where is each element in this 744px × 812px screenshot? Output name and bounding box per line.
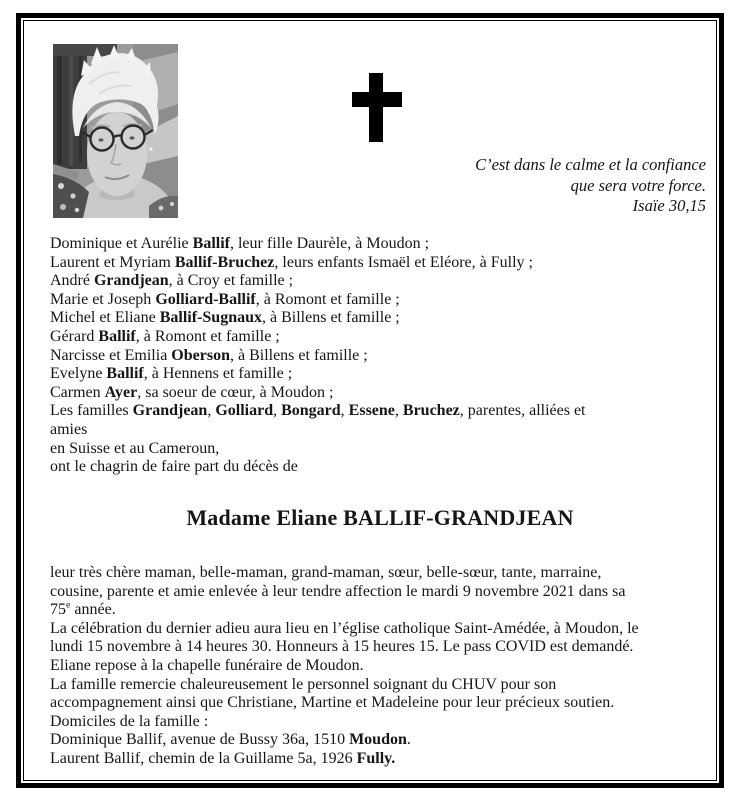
announcement-line: cousine, parente et amie enlevée à leur tendre affection le mardi 9 novembre 2021 dans sa — [50, 582, 626, 600]
cross-icon — [352, 73, 402, 142]
deceased-name: Madame Eliane BALLIF-GRANDJEAN — [186, 505, 574, 530]
family-line: Les familles Grandjean, Golliard, Bongard, Essene, Bruchez, parentes, alliées et — [50, 402, 586, 420]
family-line: Michel et Eliane Ballif-Sugnaux, à Billens et famille ; — [50, 309, 400, 327]
cross-horizontal-bar — [352, 92, 402, 107]
family-line: ont le chagrin de faire part du décès de — [50, 458, 298, 476]
announcement-line: Eliane repose à la chapelle funéraire de Moudon. — [50, 656, 364, 674]
cross-vertical-bar — [369, 73, 383, 142]
announcement-line: Laurent Ballif, chemin de la Guillame 5a, 1926 Fully. — [50, 749, 396, 767]
announcement-line: leur très chère maman, belle-maman, grand-maman, sœur, belle-sœur, tante, marraine, — [50, 564, 602, 581]
family-line: Dominique et Aurélie Ballif, leur fille Daurèle, à Moudon ; — [50, 235, 430, 252]
announcement-line: accompagnement ainsi que Christiane, Martine et Madeleine pour leur précieux soutien. — [50, 694, 615, 712]
quote-reference: Isaïe 30,15 — [632, 196, 706, 215]
announcement-line: La célébration du dernier adieu aura lieu en l’église catholique Saint-Amédée, à Moudon, le — [50, 619, 639, 637]
family-list — [50, 235, 586, 477]
family-line: Evelyne Ballif, à Hennens et famille ; — [50, 365, 293, 383]
family-line: amies — [50, 420, 88, 438]
family-line: André Grandjean, à Croy et famille ; — [50, 272, 294, 290]
family-line: Laurent et Myriam Ballif-Bruchez, leurs enfants Ismaël et Eléore, à Fully ; — [50, 253, 533, 271]
scripture-quote — [475, 155, 706, 217]
quote-line-1: C’est dans le calme et la confiance — [475, 155, 706, 174]
announcement-line: Domiciles de la famille : — [50, 712, 209, 730]
family-line: Marie et Joseph Golliard-Ballif, à Romont et famille ; — [50, 290, 400, 308]
family-line: Gérard Ballif, à Romont et famille ; — [50, 327, 280, 345]
quote-line-2: que sera votre force. — [570, 175, 706, 195]
family-line: Carmen Ayer, sa soeur de cœur, à Moudon ; — [50, 383, 334, 401]
announcement-line: lundi 15 novembre à 14 heures 30. Honneurs à 15 heures 15. Le pass COVID est demandé. — [50, 638, 634, 656]
earring — [149, 147, 153, 151]
portrait-photo — [53, 44, 178, 218]
family-line: en Suisse et au Cameroun, — [50, 439, 220, 457]
portrait-photo-drawing — [53, 44, 178, 218]
announcement-line: La famille remercie chaleureusement le personnel soignant du CHUV pour son — [50, 675, 557, 693]
announcement-text — [50, 564, 639, 769]
family-line: Narcisse et Emilia Oberson, à Billens et famille ; — [50, 346, 368, 364]
announcement-line: Dominique Ballif, avenue de Bussy 36a, 1510 Moudon. — [50, 731, 411, 749]
announcement-line: 75e année. — [50, 599, 116, 619]
